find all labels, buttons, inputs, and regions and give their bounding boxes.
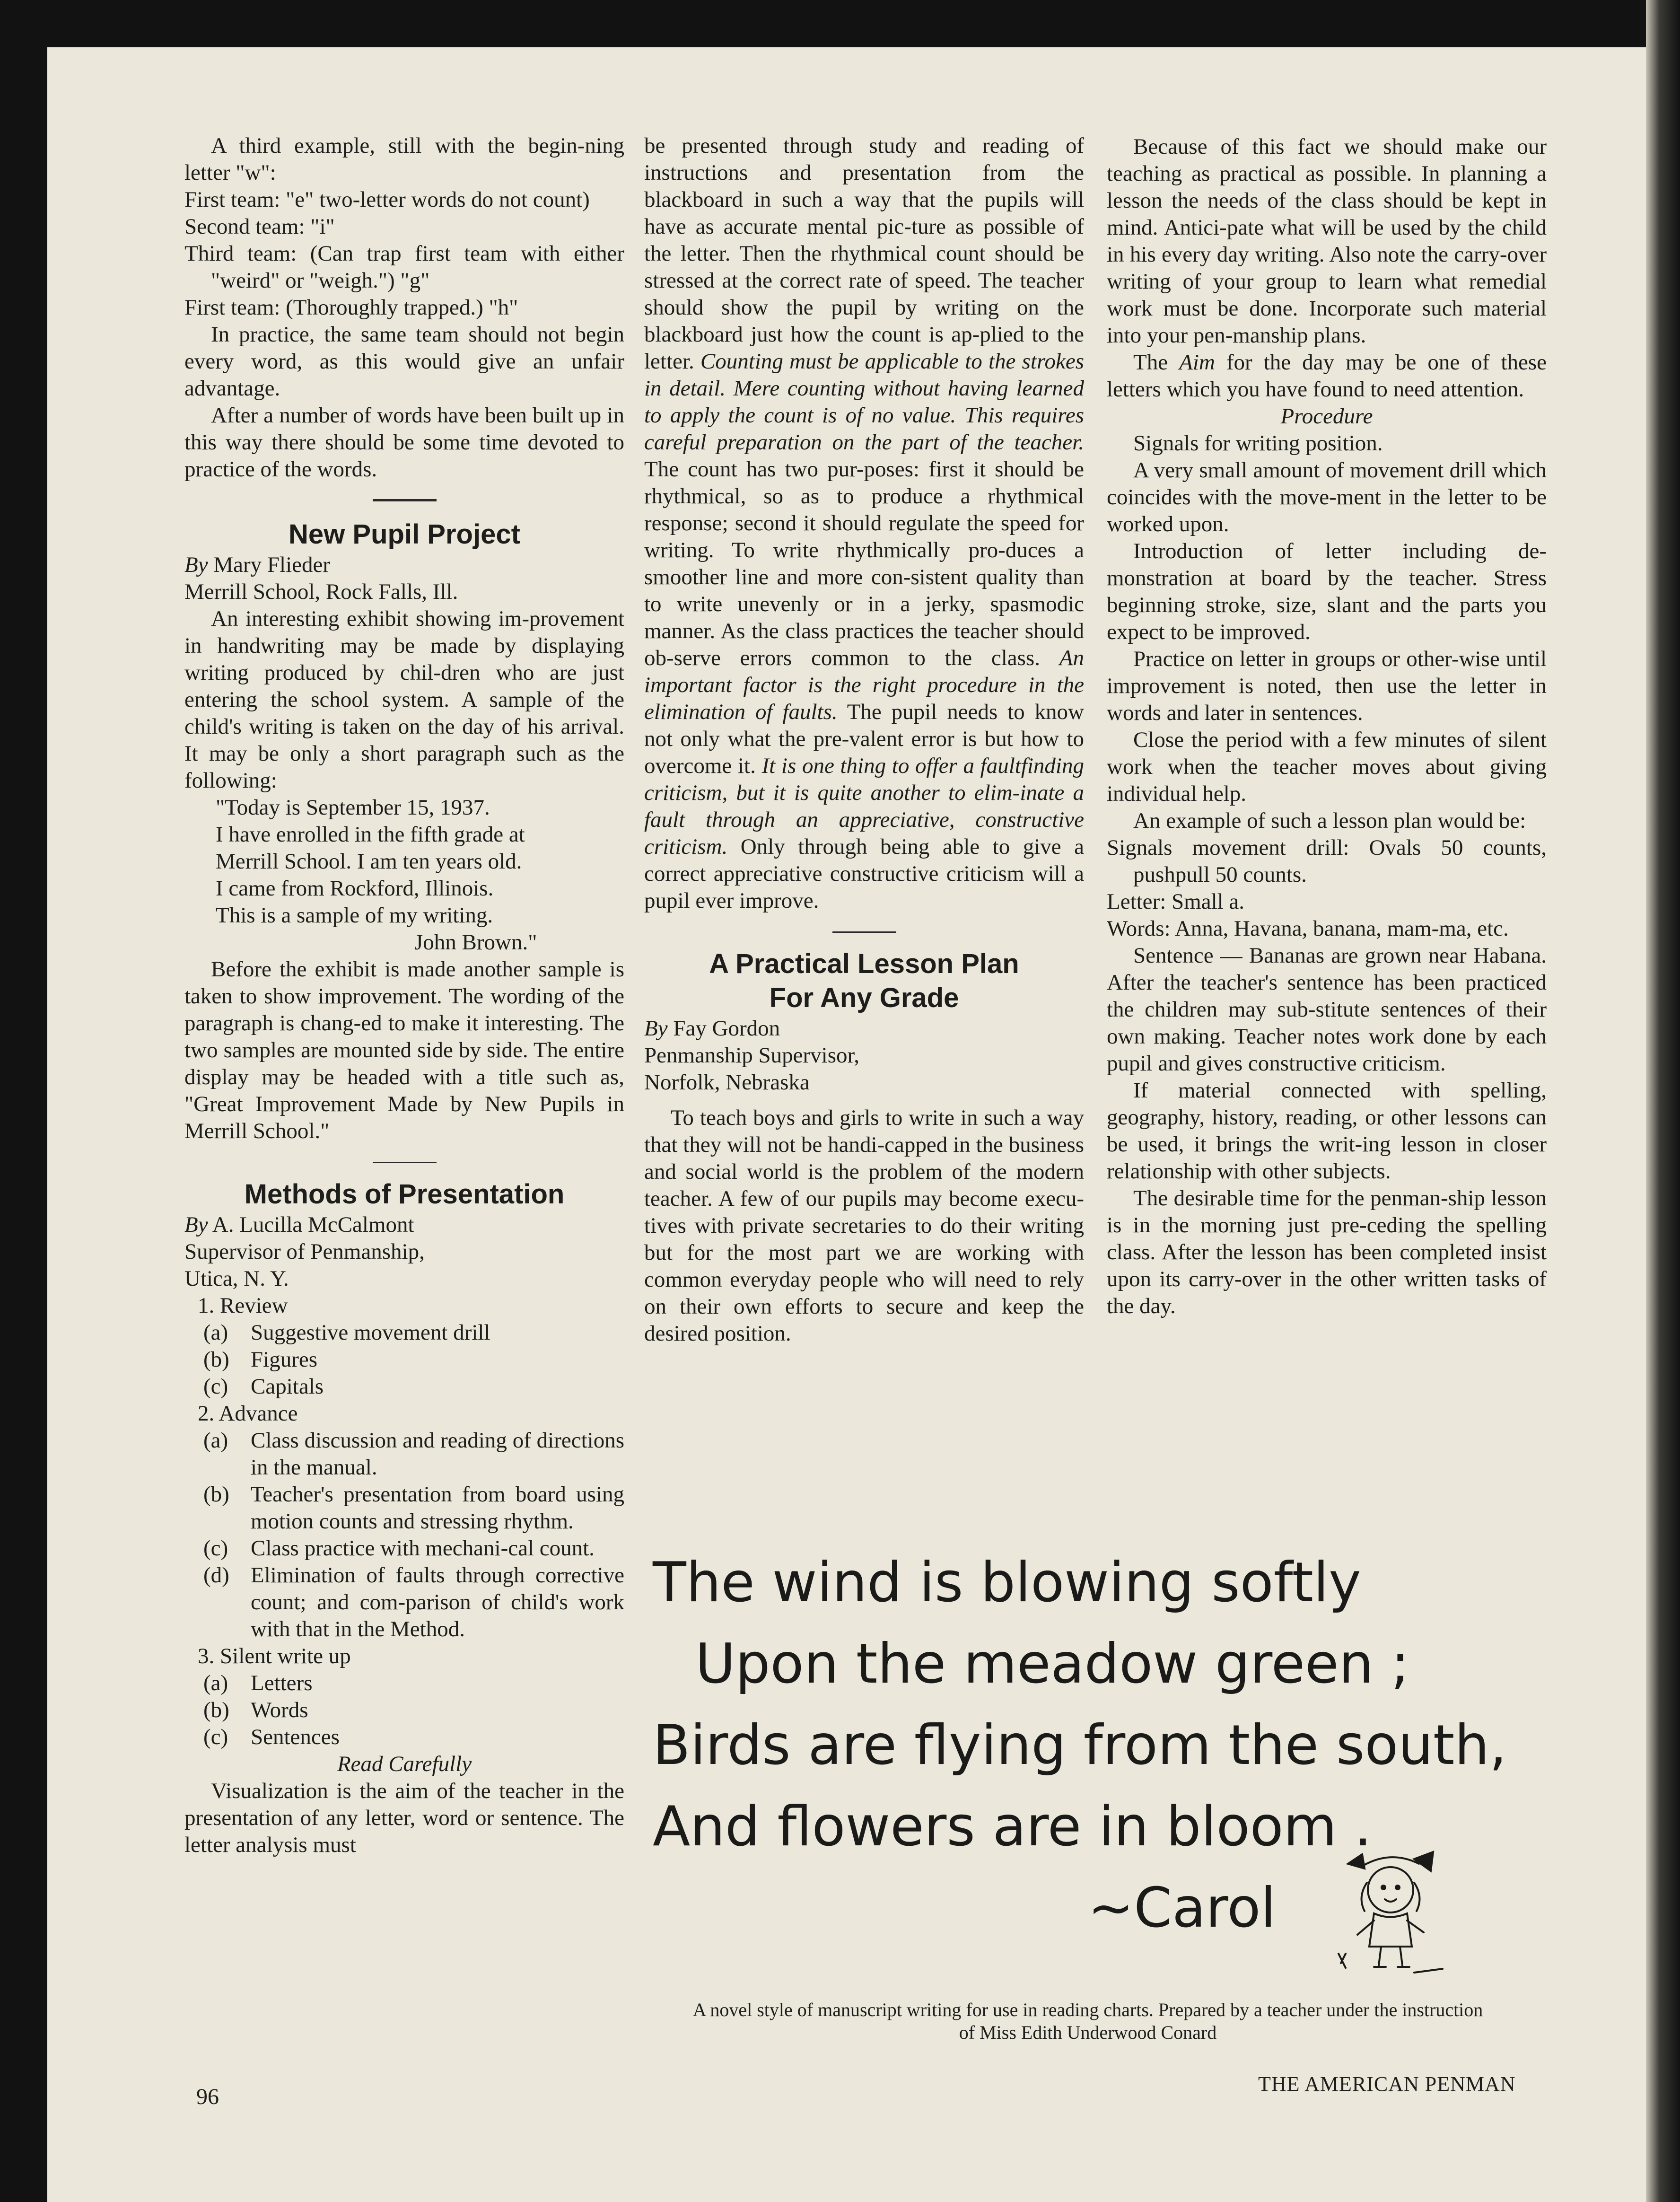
book-binding (1646, 0, 1680, 2202)
example-line: Words: Anna, Havana, banana, mam-ma, etc. (1107, 916, 1509, 941)
body-paragraph: In practice, the same team should not begin every word, as this would give an unfair advantage. (184, 322, 624, 401)
article-byline (184, 552, 624, 579)
body-paragraph: The Aim for the day may be one of these letters which you have found to need attention. (1107, 350, 1547, 402)
procedure-step: An example of such a lesson plan would be: (1133, 808, 1526, 833)
by-label: By (644, 1016, 668, 1041)
outline-item: (b) Words (203, 1698, 308, 1722)
body-paragraph: Sentence — Bananas are grown near Habana. After the teacher's sentence has been practiced the children may sub-stitute sentences of their own making. Teacher notes work done by each pupil and gives constructive criticism. (1107, 943, 1547, 1076)
body-paragraph: After a number of words have been built up in this way there should be some time devoted to practice of the words. (184, 403, 624, 482)
page-number: 96 (196, 2084, 219, 2109)
outline-item: (c) Capitals (203, 1374, 324, 1399)
author-location: Utica, N. Y. (184, 1266, 289, 1291)
section-divider (373, 499, 437, 501)
letter-line: This is a sample of my writing. (216, 903, 493, 928)
body-paragraph: If material connected with spelling, geography, history, reading, or other lessons can be used, it brings the writ-ing lesson in closer relationship with other subjects. (1107, 1078, 1547, 1184)
body-paragraph: Visualization is the aim of the teacher in the presentation of any letter, word or sentence. The letter analysis must (184, 1779, 624, 1857)
intro-para: A third example, still with the begin-ning letter "w": (184, 133, 624, 185)
procedure-step: A very small amount of movement drill which coincides with the move-ment in the letter to be worked upon. (1107, 458, 1547, 536)
outline-heading: 2. Advance (198, 1401, 298, 1426)
outline-item: (a) Suggestive movement drill (203, 1320, 490, 1345)
outline-item: (c) Sentences (203, 1725, 340, 1749)
article-title: New Pupil Project (289, 519, 520, 550)
girl-illustration (1320, 1845, 1461, 1982)
letter-line: I came from Rockford, Illinois. (216, 876, 494, 901)
letter-line: "Today is September 15, 1937. (216, 795, 490, 820)
poem-line: Upon the meadow green ; (695, 1632, 1409, 1696)
intro-line: First team: (Thoroughly trapped.) "h" (184, 295, 518, 320)
author-name: Fay Gordon (673, 1016, 780, 1041)
article-byline (184, 1211, 624, 1238)
procedure-step: Close the period with a few minutes of silent work when the teacher moves about giving individual help. (1107, 728, 1547, 806)
poem-line: The wind is blowing softly (653, 1551, 1361, 1614)
outline-heading: 1. Review (198, 1293, 288, 1318)
letter-signature: John Brown." (414, 930, 537, 955)
subheading: Read Carefully (337, 1752, 472, 1776)
body-paragraph: To teach boys and girls to write in such a way that they will not be handi-capped in the business and social world is the problem of the modern teacher. A few of our pupils may become execu-tives with private secretaries to do their writing but for the most part we are working with common everyday people who will need to rely on their own efforts to secure and keep the desired position. (644, 1105, 1084, 1346)
subheading: Procedure (1280, 404, 1373, 429)
body-paragraph: be presented through study and reading of instructions and presentation from the blackboard in such a way that the pupils will have as accurate mental pic-ture as possible of the letter. Then the rhythmical count should be stressed at the correct rate of speed. The teacher should show the pupil by writing on the blackboard just how the count is ap-plied to the letter. Counting must be applicable to the strokes in detail. Mere counting without having learned to apply the count is of no value. This requires careful preparation on the part of the teacher. The count has two pur-poses: first it should be rhythmical, so as to produce a rhythmical response; second it should regulate the speed for writing. To write rhythmically pro-duces a smoother line and more con-sistent quality than to write unevenly or in a jerky, spasmodic manner. As the class practices the teacher should ob-serve errors common to the class. An important factor is the right procedure in the elimination of faults. The pupil needs to know not only what the pre-valent error is but how to overcome it. It is one thing to offer a faultfinding criticism, but it is quite another to elim-inate a fault through an appreciative, constructive criticism. Only through being able to give a correct appreciative constructive criticism will a pupil ever improve. (644, 133, 1085, 913)
outline-item: (b) Teacher's presentation from board using motion counts and stressing rhythm. (203, 1482, 624, 1534)
body-paragraph: The desirable time for the penman-ship lesson is in the morning just pre-ceding the spelling class. After the lesson has been completed insist upon its carry-over in the other written tasks of the day. (1107, 1186, 1547, 1318)
author-affiliation: Penmanship Supervisor, (644, 1043, 860, 1068)
outline-item: (c) Class practice with mechani-cal count. (203, 1536, 595, 1561)
by-label: By (184, 1212, 208, 1237)
illustration-caption: A novel style of manuscript writing for use in reading charts. Prepared by a teacher under the instruction of Miss Edith Underwood Conard (692, 1999, 1483, 2043)
sample-letter (184, 794, 624, 956)
example-line: Signals movement drill: Ovals 50 counts, pushpull 50 counts. (1107, 835, 1547, 887)
poem-line: Birds are flying from the south, (653, 1713, 1507, 1777)
section-divider (373, 1162, 437, 1163)
article-title: A Practical Lesson Plan (709, 948, 1019, 979)
author-location: Norfolk, Nebraska (644, 1070, 810, 1095)
column-1 (184, 132, 624, 1859)
outline-item: (b) Figures (203, 1347, 317, 1372)
author-name: A. Lucilla McCalmont (212, 1212, 414, 1237)
article-byline (644, 1015, 1084, 1042)
letter-line: I have enrolled in the fifth grade at (216, 822, 525, 847)
author-affiliation: Merrill School, Rock Falls, Ill. (184, 579, 458, 604)
body-paragraph: An interesting exhibit showing im-provement in handwriting may be made by displaying writing produced by chil-dren who are just entering the school system. A sample of the child's writing is taken on the day of his arrival. It may be only a short paragraph such as the following: (184, 606, 624, 793)
outline-item: (d) Elimination of faults through corrective count; and com-parison of child's work with that in the Method. (203, 1563, 624, 1641)
column-3 (1107, 133, 1547, 1320)
example-line: Letter: Small a. (1107, 889, 1245, 914)
body-paragraph: Before the exhibit is made another sample is taken to show improvement. The wording of the paragraph is chang-ed to make it interesting. The two samples are mounted side by side. The entire display may be headed with a title such as, "Great Improvement Made by New Pupils in Merrill School." (184, 957, 624, 1143)
author-name: Mary Flieder (213, 553, 331, 577)
column-2 (644, 132, 1084, 1347)
intro-line: Third team: (Can trap first team with either "weird" or "weigh.") "g" (184, 241, 624, 293)
poem-line: And flowers are in bloom . (653, 1795, 1372, 1859)
procedure-step: Practice on letter in groups or other-wise until improvement is noted, then use the letter in words and later in sentences. (1107, 647, 1547, 725)
procedure-step: Signals for writing position. (1133, 431, 1383, 456)
article-title: Methods of Presentation (244, 1179, 565, 1210)
journal-name: THE AMERICAN PENMAN (1258, 2072, 1516, 2096)
outline-item: (a) Letters (203, 1671, 313, 1695)
intro-line: First team: "e" two-letter words do not count) (184, 187, 590, 212)
article-title-line2: For Any Grade (769, 983, 959, 1013)
poem-signature: ~Carol (1088, 1876, 1276, 1940)
lesson-outline (184, 1292, 624, 1751)
outline-heading: 3. Silent write up (198, 1644, 351, 1668)
author-affiliation: Supervisor of Penmanship, (184, 1239, 425, 1264)
letter-line: Merrill School. I am ten years old. (216, 849, 522, 874)
body-paragraph: Because of this fact we should make our teaching as practical as possible. In planning a lesson the needs of the class should be kept in mind. Antici-pate what will be used by the child in his every day writing. Also note the carry-over writing of your group to learn what remedial work must be done. Incorporate such material into your pen-manship plans. (1107, 134, 1547, 348)
procedure-step: Introduction of letter including de-monstration at board by the teacher. Stress beginning stroke, size, slant and the parts you expect to be improved. (1107, 539, 1547, 644)
outline-item: (a) Class discussion and reading of directions in the manual. (203, 1428, 624, 1480)
intro-line: Second team: "i" (184, 214, 335, 239)
by-label: By (184, 553, 208, 577)
section-divider (832, 931, 896, 933)
